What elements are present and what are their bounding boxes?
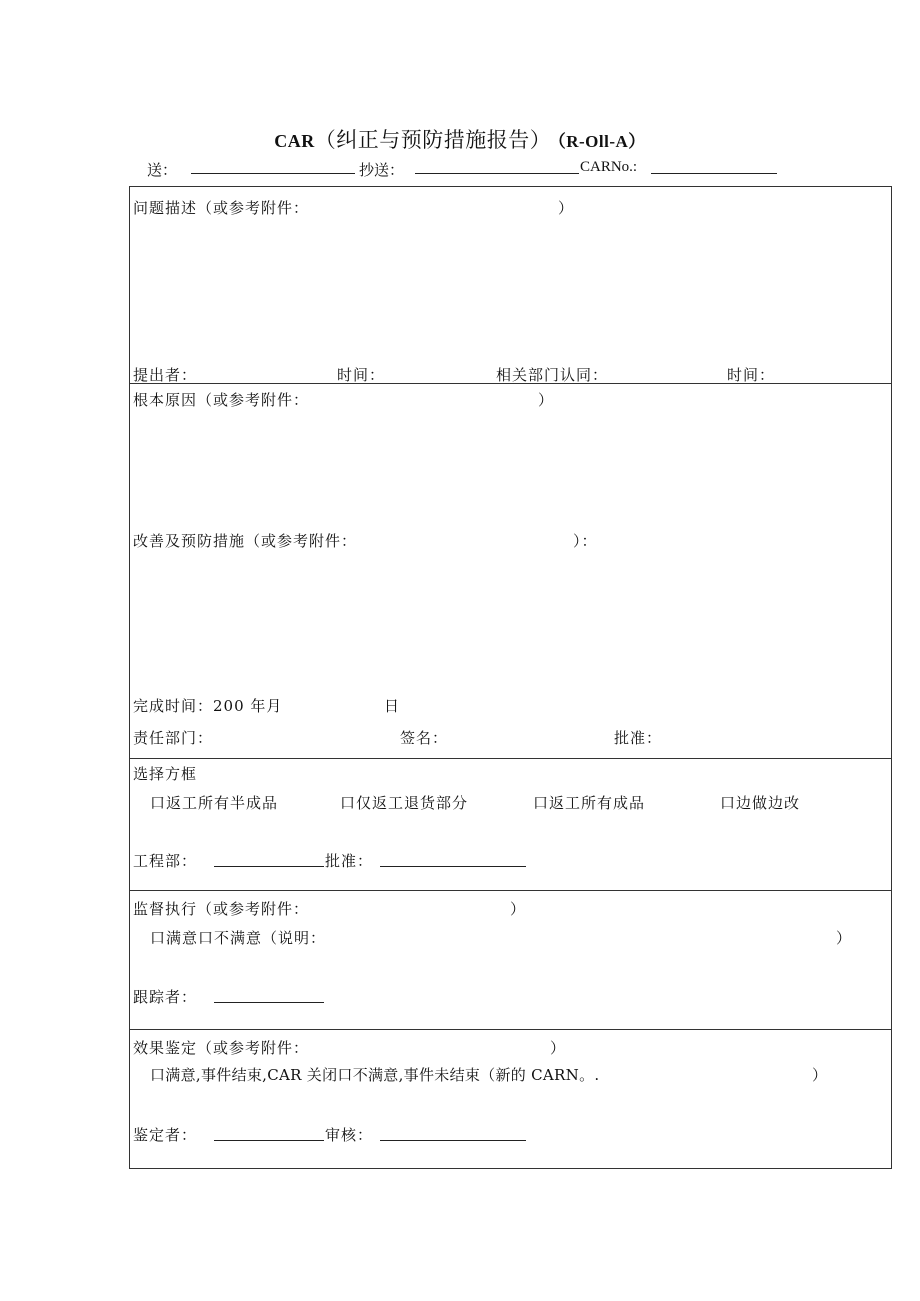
- improve-close: ）：: [573, 532, 598, 550]
- supervise-options-close: ）: [836, 929, 852, 947]
- submitter-label: 提出者：: [133, 366, 198, 384]
- cc-label: 抄送：: [359, 161, 405, 179]
- option-rework-semi[interactable]: 口返工所有半成品: [150, 794, 279, 812]
- assessor-field[interactable]: [214, 1126, 324, 1141]
- root-cause-close: ）: [538, 391, 554, 409]
- root-cause-section: [130, 384, 891, 759]
- to-label: 送：: [147, 161, 178, 179]
- day-label: 日: [384, 697, 401, 715]
- improve-label: 改善及预防措施（或参考附件：: [133, 532, 358, 550]
- carno-label: CARNo.:: [580, 159, 638, 175]
- problem-label: 问题描述（或参考附件：: [133, 199, 310, 217]
- effect-label: 效果鉴定（或参考附件：: [133, 1039, 310, 1057]
- tracker-label: 跟踪者：: [133, 988, 198, 1006]
- to-field[interactable]: [191, 159, 355, 174]
- choice-approve-field[interactable]: [380, 852, 526, 867]
- effect-section: [130, 1030, 891, 1170]
- review-field[interactable]: [380, 1126, 526, 1141]
- option-rework-finished[interactable]: 口返工所有成品: [533, 794, 646, 812]
- time-label-1: 时间：: [337, 366, 386, 384]
- title-latin: CAR: [274, 131, 315, 151]
- carno-field[interactable]: [651, 159, 777, 174]
- choice-section: [130, 759, 891, 891]
- dept-confirm-label: 相关部门认同：: [496, 366, 609, 384]
- form-title: [0, 124, 920, 154]
- supervise-label: 监督执行（或参考附件：: [133, 900, 310, 918]
- option-rework-returned[interactable]: 口仅返工退货部分: [340, 794, 469, 812]
- review-label: 审核：: [325, 1126, 374, 1144]
- choice-approve-label: 批准：: [325, 852, 374, 870]
- supervise-section: [130, 891, 891, 1030]
- root-cause-label: 根本原因（或参考附件：: [133, 391, 310, 409]
- sign-label: 签名：: [400, 729, 449, 747]
- resp-dept-label: 责任部门：: [133, 729, 214, 747]
- supervise-close: ）: [510, 900, 526, 918]
- eng-dept-field[interactable]: [214, 852, 324, 867]
- car-form-table: [129, 186, 892, 1169]
- choice-label: 选择方框: [133, 765, 198, 783]
- finish-time-label: 完成时间：200 年月: [133, 697, 283, 715]
- title-main: （纠正与预防措施报告）: [314, 128, 552, 152]
- tracker-field[interactable]: [214, 988, 324, 1003]
- effect-close: ）: [550, 1039, 566, 1057]
- option-fix-while-doing[interactable]: 口边做边改: [720, 794, 801, 812]
- effect-options-close: ）: [812, 1066, 828, 1084]
- cc-field[interactable]: [415, 159, 579, 174]
- eng-dept-label: 工程部：: [133, 852, 198, 870]
- time-label-2: 时间：: [727, 366, 776, 384]
- approve-label: 批准：: [614, 729, 663, 747]
- supervise-options[interactable]: 口满意口不满意（说明：: [150, 929, 327, 947]
- assessor-label: 鉴定者：: [133, 1126, 198, 1144]
- effect-options[interactable]: 口满意,事件结束,CAR 关闭口不满意,事件未结束（新的 CARN。.: [150, 1066, 600, 1084]
- problem-section: [130, 187, 891, 384]
- problem-close: ）: [558, 199, 574, 217]
- title-code: （R-Oll-A）: [557, 132, 646, 151]
